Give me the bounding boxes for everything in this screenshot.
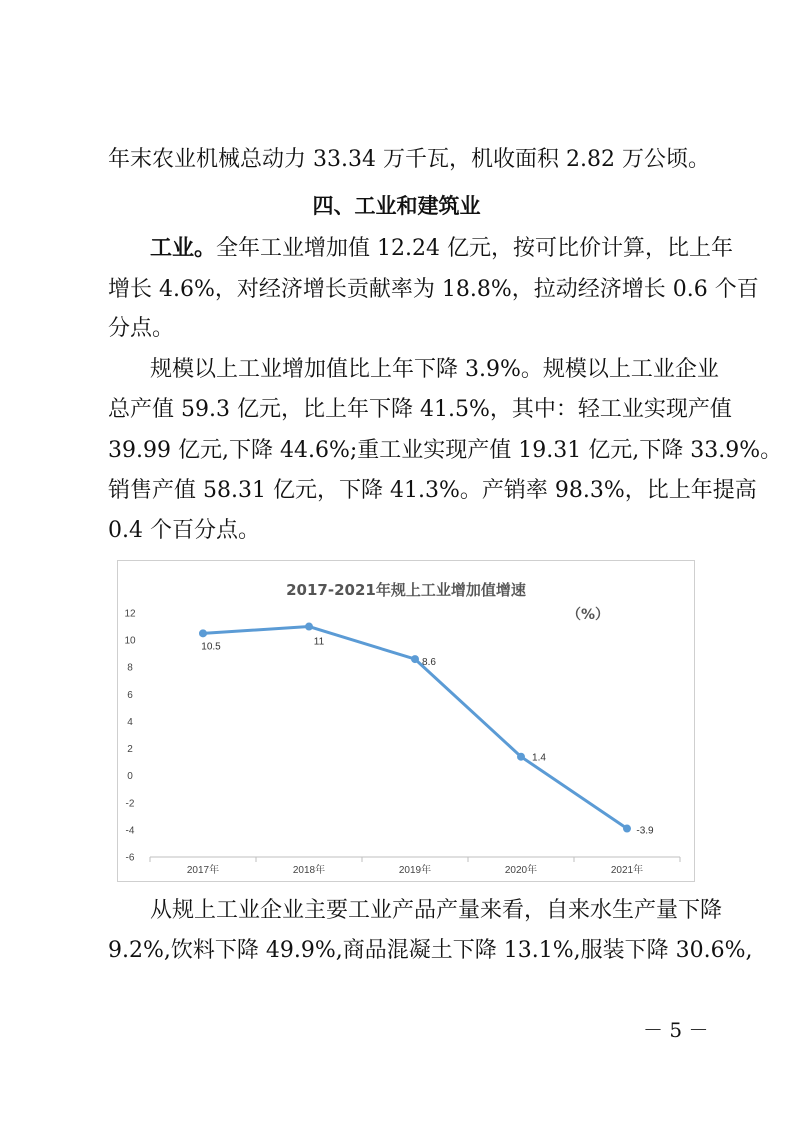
page-number: － 5 －	[643, 1018, 709, 1042]
x-tick-label: 2017年	[186, 865, 220, 876]
data-label: 8.6	[422, 657, 436, 669]
paragraph-scale-line3: 39.99 亿元,下降 44.6%;重工业实现产值 19.31 亿元,下降 33.9%。	[108, 438, 783, 463]
paragraph-scale-line5: 0.4 个百分点。	[108, 518, 260, 543]
y-tick-label: 12	[124, 608, 136, 620]
y-axis-ticks	[124, 609, 136, 864]
paragraph-scale-line4: 销售产值 58.31 亿元，下降 41.3%。产销率 98.3%，比上年提高	[108, 478, 757, 503]
growth-chart	[117, 560, 695, 882]
data-point	[199, 629, 207, 637]
paragraph-industry-line2: 增长 4.6%，对经济增长贡献率为 18.8%，拉动经济增长 0.6 个百	[108, 277, 759, 302]
x-tick-label: 2021年	[610, 865, 644, 876]
y-tick-label: 0	[127, 771, 133, 783]
paragraph-scale-line2: 总产值 59.3 亿元，比上年下降 41.5%，其中：轻工业实现产值	[108, 397, 732, 422]
y-tick-label: -2	[125, 798, 135, 810]
data-label: 11	[313, 636, 325, 648]
industry-text: 全年工业增加值 12.24 亿元，按可比价计算，比上年	[216, 236, 733, 261]
y-tick-label: 4	[127, 716, 133, 728]
data-point	[517, 753, 525, 761]
x-axis-ticks	[150, 857, 680, 876]
growth-chart-svg	[118, 561, 694, 881]
y-tick-label: 10	[124, 635, 136, 647]
data-point	[305, 623, 313, 631]
chart-unit: （%）	[566, 607, 610, 623]
y-tick-label: 8	[127, 662, 133, 674]
data-labels	[201, 637, 654, 837]
data-point	[411, 655, 419, 663]
x-tick-label: 2020年	[504, 865, 538, 876]
data-points	[199, 623, 631, 833]
paragraph-products-line1: 从规上工业企业主要工业产品产量来看，自来水生产量下降	[150, 898, 723, 923]
paragraph-industry-line1	[150, 236, 735, 262]
paragraph-products-line2: 9.2%,饮料下降 49.9%,商品混凝土下降 13.1%,服装下降 30.6%,	[108, 938, 753, 963]
data-label: -3.9	[636, 825, 654, 837]
y-tick-label: -6	[125, 852, 135, 864]
chart-title: 2017-2021年规上工业增加值增速	[286, 581, 526, 599]
y-tick-label: -4	[125, 825, 135, 837]
data-point	[623, 825, 631, 833]
y-tick-label: 6	[127, 689, 133, 701]
section-heading: 四、工业和建筑业	[312, 194, 481, 218]
data-label: 1.4	[532, 752, 546, 764]
paragraph-agri-machinery: 年末农业机械总动力 33.34 万千瓦，机收面积 2.82 万公顷。	[108, 147, 710, 172]
x-tick-label: 2018年	[292, 865, 326, 876]
y-tick-label: 2	[127, 744, 133, 756]
x-tick-label: 2019年	[398, 865, 432, 876]
data-label: 10.5	[201, 641, 221, 653]
paragraph-industry-line3: 分点。	[108, 316, 175, 341]
paragraph-scale-line1: 规模以上工业增加值比上年下降 3.9%。规模以上工业企业	[150, 357, 719, 382]
industry-label: 工业。	[150, 236, 217, 261]
